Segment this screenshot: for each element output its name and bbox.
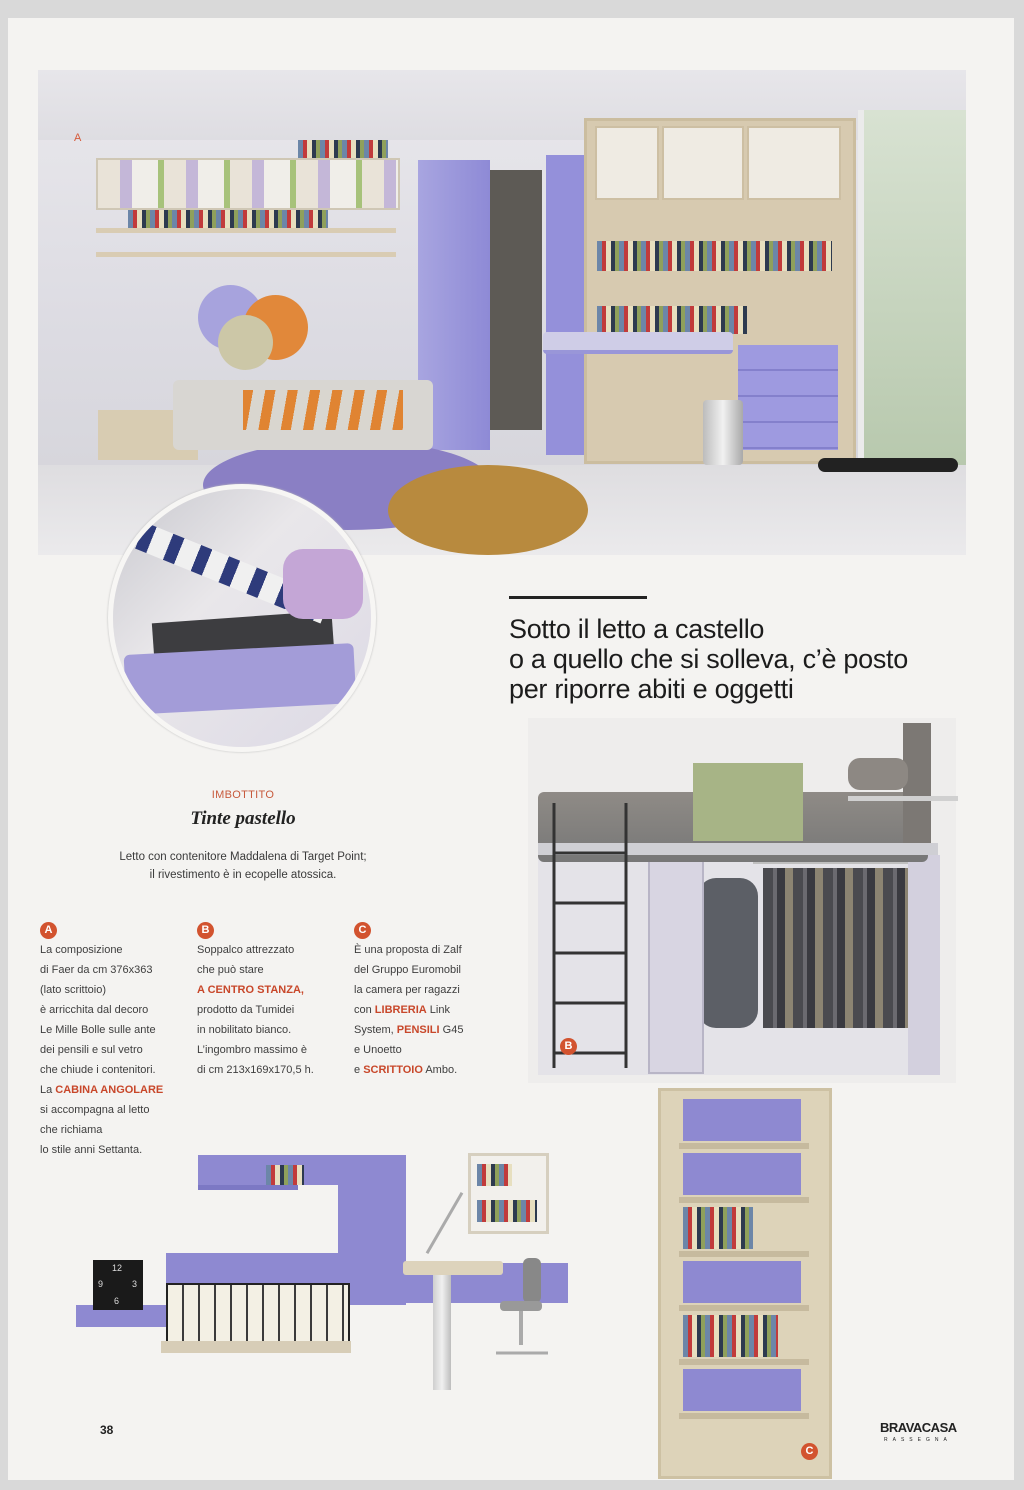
- storage-bed-inset-photo: [108, 484, 376, 752]
- wall-clock: [93, 1260, 143, 1310]
- headline: [509, 614, 979, 704]
- headboard-circle: [218, 315, 273, 370]
- highlight: LIBRERIA: [374, 1004, 427, 1016]
- photo-bedroom-a: [38, 70, 966, 555]
- headline-line: o a quello che si solleva, c’è posto: [509, 644, 908, 674]
- brand-subtitle: RASSEGNA: [884, 1437, 952, 1443]
- text-line: di Faer da cm 376x363: [40, 964, 153, 976]
- glass-cabinet: [595, 126, 659, 200]
- clock-digit: 9: [98, 1279, 104, 1289]
- bookcase-c: [658, 1088, 832, 1479]
- orange-rug: [388, 465, 588, 555]
- headline-line: per riporre abiti e oggetti: [509, 674, 794, 704]
- wall-shelf-lower: [96, 252, 396, 257]
- lilac-panel: [683, 1369, 801, 1411]
- text-line: [354, 1060, 524, 1080]
- text-line: La composizione: [40, 944, 123, 956]
- text-line: lo stile anni Settanta.: [40, 1144, 143, 1156]
- book-row-top: [298, 140, 388, 158]
- wardrobe-door-right: [546, 155, 584, 455]
- book-row: [128, 210, 328, 228]
- text-line: Le Mille Bolle sulle ante: [40, 1024, 156, 1036]
- ladder: [546, 803, 634, 1068]
- text-run: Link: [426, 1004, 450, 1016]
- text-line: del Gruppo Euromobil: [354, 964, 462, 976]
- highlight: A CENTRO STANZA,: [197, 984, 304, 996]
- brand-logo: BRAVACASA: [880, 1420, 957, 1435]
- book-row: [683, 1207, 753, 1249]
- text-line: e Unoetto: [354, 1044, 402, 1056]
- caption-kicker: IMBOTTITO: [211, 789, 275, 801]
- text-line: che richiama: [40, 1124, 103, 1136]
- text-run: G45: [439, 1024, 464, 1036]
- drawer-unit: [738, 345, 838, 450]
- magazine-page: [8, 18, 1014, 1480]
- text-line: (lato scrittoio): [40, 984, 107, 996]
- green-panel: [693, 763, 803, 841]
- bookcase-shelf: [679, 1413, 809, 1419]
- bedspread: [243, 390, 403, 430]
- pillow: [848, 758, 908, 790]
- caption-line: il rivestimento è in ecopelle atossica.: [149, 869, 337, 881]
- text-line: [354, 1020, 524, 1040]
- text-line: in nobilitato bianco.: [197, 1024, 292, 1036]
- book-row: [597, 241, 832, 271]
- text-run: La: [40, 1084, 56, 1096]
- text-run: System,: [354, 1024, 397, 1036]
- book-row: [597, 306, 747, 334]
- text-line: Soppalco attrezzato: [197, 944, 295, 956]
- text-line: si accompagna al letto: [40, 1104, 150, 1116]
- text-line: è arricchita dal decoro: [40, 1004, 149, 1016]
- page-number: 38: [100, 1423, 114, 1437]
- clock-digit: 6: [114, 1296, 120, 1306]
- column-a: [40, 920, 200, 1160]
- text-run: con: [354, 1004, 375, 1016]
- lilac-panel: [683, 1261, 801, 1303]
- bed-frame: [161, 1341, 351, 1353]
- bed-base: [124, 643, 357, 715]
- caption-text: [78, 848, 408, 884]
- text-line: la camera per ragazzi: [354, 984, 460, 996]
- book-row: [477, 1164, 512, 1186]
- text-line: [40, 1080, 200, 1100]
- column-c: [354, 920, 524, 1080]
- headline-line: Sotto il letto a castello: [509, 614, 765, 644]
- caption-title: Tinte pastello: [190, 808, 296, 829]
- text-line: L’ingombro massimo è: [197, 1044, 308, 1056]
- photo-room-c: [48, 1143, 628, 1463]
- text-line: [354, 1000, 524, 1020]
- text-line: prodotto da Tumidei: [197, 1004, 295, 1016]
- photo-loft-bed-b: [528, 718, 956, 1083]
- skateboard: [818, 458, 958, 472]
- clock-digit: 3: [132, 1279, 138, 1289]
- loft-shelf: [848, 796, 958, 801]
- bed-headboard: [166, 1253, 341, 1283]
- photo-label-c: C: [801, 1443, 818, 1460]
- clock-digit: 12: [112, 1263, 123, 1273]
- text-line: È una proposta di Zalf: [354, 944, 462, 956]
- book-row: [266, 1165, 304, 1185]
- desk-pedestal: [433, 1275, 451, 1390]
- highlight: SCRITTOIO: [363, 1064, 423, 1076]
- bookcase-shelf: [679, 1359, 809, 1365]
- window: [858, 110, 966, 470]
- padded-headboard: [283, 549, 363, 619]
- bookcase-shelf: [679, 1197, 809, 1203]
- lilac-panel: [683, 1153, 801, 1195]
- text-run: e: [354, 1064, 364, 1076]
- small-shelf: [198, 1185, 298, 1190]
- highlight: PENSILI: [396, 1024, 440, 1036]
- book-row: [683, 1315, 778, 1357]
- bookcase-shelf: [679, 1143, 809, 1149]
- desk-top: [543, 332, 733, 354]
- office-chair: [488, 1253, 558, 1363]
- side-panel: [908, 855, 940, 1075]
- loft-headboard: [903, 723, 931, 843]
- badge-a: A: [40, 922, 57, 939]
- bicycle: [698, 878, 758, 1028]
- decorated-wall-cabinets: [96, 158, 400, 210]
- wall-shelf: [96, 228, 396, 233]
- book-row: [477, 1200, 537, 1222]
- caption-line: Letto con contenitore Maddalena di Target Point;: [119, 851, 367, 863]
- photo-label-a: A: [74, 132, 82, 144]
- column-b: [197, 920, 357, 1080]
- text-line: dei pensili e sul vetro: [40, 1044, 143, 1056]
- bookcase-shelf: [679, 1251, 809, 1257]
- open-door: [648, 855, 704, 1074]
- glass-cabinet: [747, 126, 841, 200]
- open-wall-shelf: [468, 1153, 549, 1234]
- metal-bin: [703, 400, 743, 465]
- bookcase-shelf: [679, 1305, 809, 1311]
- corner-wardrobe-interior: [490, 170, 542, 430]
- headline-rule: [509, 596, 647, 599]
- highlight: CABINA ANGOLARE: [55, 1084, 164, 1096]
- hanging-clothes: [763, 868, 913, 1028]
- photo-label-b: B: [560, 1038, 577, 1055]
- desk-lamp: [426, 1192, 464, 1254]
- text-line: che chiude i contenitori.: [40, 1064, 156, 1076]
- lilac-panel: [683, 1099, 801, 1141]
- patterned-bed: [166, 1283, 350, 1345]
- glass-cabinet: [662, 126, 744, 200]
- text-line: di cm 213x169x170,5 h.: [197, 1064, 314, 1076]
- text-run: Ambo.: [422, 1064, 458, 1076]
- badge-b: B: [197, 922, 214, 939]
- text-line: che può stare: [197, 964, 264, 976]
- badge-c: C: [354, 922, 371, 939]
